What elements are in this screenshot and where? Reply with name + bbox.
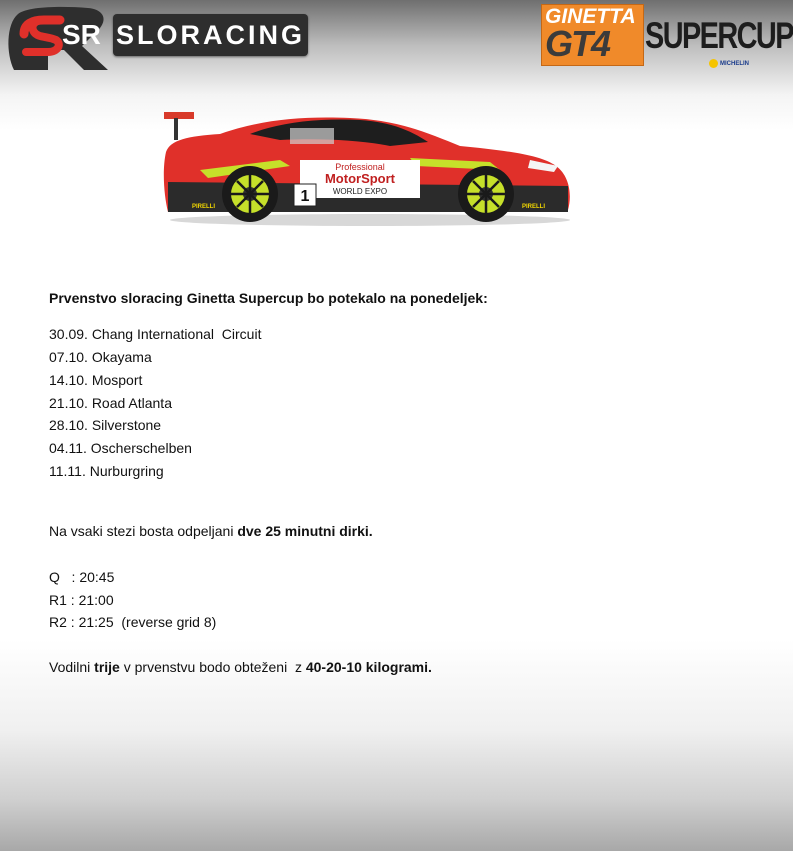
ginetta-supercup-logo xyxy=(541,4,793,70)
front-wheel xyxy=(458,166,514,222)
sr-emblem-icon xyxy=(4,4,114,78)
wing-strut xyxy=(174,118,178,140)
race-car-image xyxy=(160,100,580,230)
car-shadow xyxy=(170,214,570,226)
michelin-icon xyxy=(709,59,718,68)
ginetta-brand-text: GINETTA xyxy=(545,5,636,28)
pirelli-decal-rear: PIRELLI xyxy=(192,204,216,210)
pirelli-decal-front: PIRELLI xyxy=(522,204,546,210)
schedule-item: 04.11. Oscherschelben xyxy=(49,440,192,456)
session-time: Q : 20:45 xyxy=(49,569,115,585)
rear-wing xyxy=(164,112,194,119)
schedule-item: 14.10. Mosport xyxy=(49,372,143,388)
schedule-item: 11.11. Nurburgring xyxy=(49,463,164,479)
decal-world-expo: WORLD EXPO xyxy=(332,187,388,196)
decal-motorsport: MotorSport xyxy=(324,171,396,186)
ginetta-gt4-badge xyxy=(541,4,644,66)
schedule-item: 30.09. Chang International Circuit xyxy=(49,326,262,342)
rear-wheel xyxy=(222,166,278,222)
championship-heading: Prvenstvo sloracing Ginetta Supercup bo potekalo na ponedeljek: xyxy=(49,290,488,306)
ballast-text-1: Vodilni xyxy=(49,659,95,675)
session-time: R1 : 21:00 xyxy=(49,592,114,608)
ballast-sentence xyxy=(49,659,432,676)
sr-emblem-letter: SR xyxy=(62,19,101,50)
races-intro-text: Na vsaki stezi bosta odpeljani xyxy=(49,523,238,539)
window-grid xyxy=(290,128,334,144)
sloracing-logo xyxy=(4,4,308,78)
gt4-series-text: GT4 xyxy=(545,23,610,64)
races-count-text: dve 25 minutni dirki. xyxy=(237,523,373,539)
sloracing-wordmark: SLORACING xyxy=(113,14,308,56)
supercup-title-text: SUPERCUP xyxy=(645,15,793,56)
schedule-item: 07.10. Okayama xyxy=(49,349,152,365)
decal-professional: Professional xyxy=(335,162,385,172)
ballast-text-2: v prvenstvu bodo obteženi z xyxy=(119,659,306,675)
schedule-item: 21.10. Road Atlanta xyxy=(49,395,172,411)
races-sentence xyxy=(49,523,373,540)
michelin-sponsor xyxy=(709,59,763,70)
ballast-bold-1: trije xyxy=(94,659,120,675)
car-number: 1 xyxy=(300,188,310,205)
schedule-item: 28.10. Silverstone xyxy=(49,417,162,433)
michelin-text: MICHELIN xyxy=(720,61,749,68)
ballast-bold-2: 40-20-10 kilogrami. xyxy=(305,659,432,675)
session-time: R2 : 21:25 (reverse grid 8) xyxy=(49,614,217,630)
